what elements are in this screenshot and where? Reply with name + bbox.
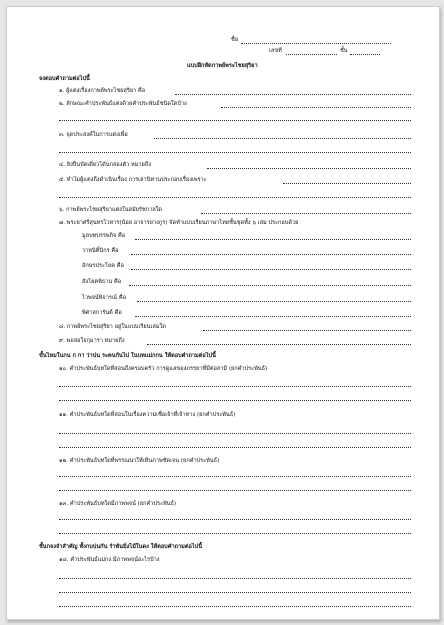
question-2: ๒. ลักษณะคำประพันธ์แต่งด้วยคำประพันธ์ชนิดใดบ้าง [59,101,187,107]
question-8: ๘. กาพย์พระไชยสุริยา อยู่ในแบบเรียนเล่มใด [59,324,166,330]
book-6-label: พิศาลการันต์ คือ [82,310,122,316]
answer-line[interactable] [207,168,411,169]
answer-line[interactable] [147,344,411,345]
answer-line[interactable] [203,330,411,331]
name-field[interactable] [241,43,391,44]
answer-line[interactable] [131,254,411,255]
section-heading: ขั้นไหมในกน ก กา ว่าปน ระคนกันไป ในบทแม่กกน ให้ตอบคำถามต่อไปนี้ [39,353,216,359]
answer-line[interactable] [59,400,411,401]
book-5-label: ไวพจน์พิจารณ์ คือ [82,295,126,301]
question-4: ๔. ยิงปืนบัดเดี่ยวได้นกสองตัว หมายถึง [59,162,151,168]
answer-line[interactable] [283,183,411,184]
class-label: ชั้น [340,48,348,54]
question-5: ๕. ทำไมผู้แต่งถึงดำเนินเรื่อง การเล่านิทานประกอบเรื่องเพราะ [59,177,207,183]
question-13: ๑๓. คำประพันธ์บทใดมีภาพพจน์ (ยกคำประพันธ์) [59,501,177,507]
answer-line[interactable] [131,269,411,270]
question-7: ๗. พระยาศรีสุนทรโวหาร(น้อย อาจารยางกูร) จัดทำแบบเรียนภาษาไทยชั้นชุดทั้ง ๖ เล่ม ประกอบด้วย [59,220,299,226]
answer-line[interactable] [59,447,411,448]
question-3: ๓. จุดประสงค์ในการแต่งเพื่อ [59,132,128,138]
answer-line[interactable] [59,606,411,607]
answer-line[interactable] [59,533,411,534]
page-title: แบบฝึกหัดกาพย์พระไชยสุริยา [187,63,258,69]
answer-line[interactable] [59,197,411,198]
section-heading: ชั้นกจงจำสำคัญ ทั้งกบปนกัน รำพันมิ่งไม้ในดง ให้ตอบคำถามต่อไปนี้ [39,544,203,550]
answer-line[interactable] [59,433,411,434]
worksheet-page [6,6,440,620]
answer-line[interactable] [59,592,411,593]
answer-line[interactable] [59,386,411,387]
answer-line[interactable] [154,138,411,139]
question-11: ๑๑. คำประพันธ์บทใดที่สอนในเรื่องความเชื่อเจ้าที่เจ้าทาง (ยกคำประพันธ์) [59,412,236,418]
answer-line[interactable] [59,578,411,579]
answer-line[interactable] [135,239,411,240]
question-1: ๑. ผู้แต่งเรื่องกาพย์พระไชยสุริยา คือ [59,88,146,94]
class-field[interactable] [350,54,380,55]
question-9: ๙. พอล่อใจกุมารา หมายถึง [59,338,125,344]
section-heading: จงตอบคำถามต่อไปนี้ [39,76,90,82]
answer-line[interactable] [135,316,411,317]
answer-line[interactable] [59,476,411,477]
answer-line[interactable] [59,490,411,491]
answer-line[interactable] [137,301,411,302]
answer-line[interactable] [201,213,411,214]
number-field[interactable] [286,54,337,55]
answer-line[interactable] [59,120,411,121]
answer-line[interactable] [221,107,411,108]
answer-line[interactable] [59,519,411,520]
name-label: ชื่อ [231,37,239,43]
answer-line[interactable] [129,285,411,286]
answer-line[interactable] [175,94,411,95]
book-1-label: มูลบทบรรพกิจ คือ [82,233,126,239]
question-10: ๑๐. คำประพันธ์บทใดที่สอนถึงครอบครัว การดูแลของภรรยาที่มีต่อสามี (ยกคำประพันธ์) [59,366,268,372]
answer-line[interactable] [59,152,411,153]
question-14: ๑๔. คำประพันธ์แม่กง มีภาพพจน์อะไรบ้าง [59,557,160,563]
number-label: เลขที่ [269,48,282,54]
book-4-label: สังโยคพิธาน คือ [82,279,122,285]
question-12: ๑๒. คำประพันธ์บทใดที่พรรณนาให้เห็นภาพชัดเจน (ยกคำประพันธ์) [59,458,220,464]
book-2-label: วาหนิติ์นิกร คือ [82,248,119,254]
book-3-label: อักษรประโยค คือ [82,263,124,269]
question-6: ๖. กาพย์พระไชยสุริยาแต่งในสมัยรัชกาลใด [59,207,163,213]
